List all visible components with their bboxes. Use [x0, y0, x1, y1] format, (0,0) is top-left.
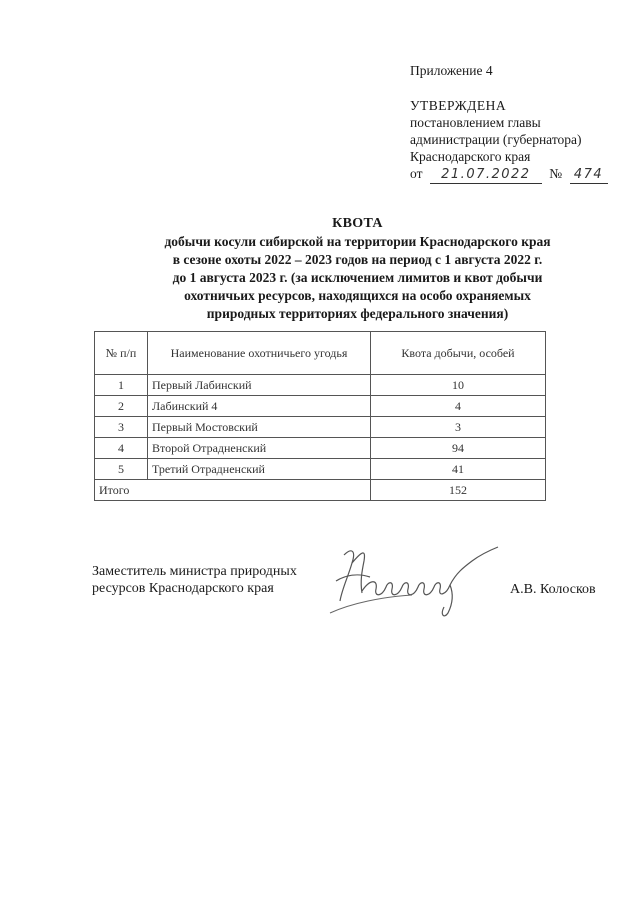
table-row	[95, 396, 546, 417]
approval-block	[410, 62, 630, 184]
position-line-1: Заместитель министра природных	[92, 564, 297, 579]
handwritten-number: 474	[570, 166, 608, 184]
table-total-row	[95, 480, 546, 501]
table-row	[95, 417, 546, 438]
table-header-row	[95, 332, 546, 375]
approval-date-line	[410, 165, 630, 184]
row-number: 5	[95, 459, 148, 480]
row-hunting-ground: Первый Мостовский	[148, 417, 371, 438]
row-number: 2	[95, 396, 148, 417]
position-line-2: ресурсов Краснодарского края	[92, 581, 274, 596]
row-quota: 94	[371, 438, 546, 459]
subtitle-line-3: до 1 августа 2023 г. (за исключением лимитов и квот добычи	[172, 270, 543, 285]
row-number: 1	[95, 375, 148, 396]
table-row	[95, 459, 546, 480]
row-hunting-ground: Лабинский 4	[148, 396, 371, 417]
quota-table	[94, 331, 546, 501]
header-hunting-ground: Наименование охотничьего угодья	[148, 332, 371, 375]
signer-name: А.В. Колосков	[510, 582, 596, 597]
table-row	[95, 375, 546, 396]
signatory-position	[92, 563, 352, 597]
subtitle-line-1: добычи косули сибирской на территории Краснодарского края	[164, 234, 551, 249]
approval-line-1: постановлением главы	[410, 115, 541, 130]
subtitle-line-2: в сезоне охоты 2022 – 2023 годов на период с 1 августа 2022 г.	[172, 252, 543, 267]
row-quota: 4	[371, 396, 546, 417]
subtitle-line-5: природных территориях федерального значения)	[206, 306, 509, 321]
approved-label: УТВЕРЖДЕНА	[410, 98, 507, 113]
row-number: 3	[95, 417, 148, 438]
header-quota: Квота добычи, особей	[371, 332, 546, 375]
approval-line-2: администрации (губернатора)	[410, 132, 582, 147]
document-title-block	[100, 215, 615, 323]
header-number: № п/п	[95, 332, 148, 375]
row-hunting-ground: Первый Лабинский	[148, 375, 371, 396]
row-quota: 41	[371, 459, 546, 480]
subtitle-line-4: охотничьих ресурсов, находящихся на особо охраняемых	[184, 288, 531, 303]
appendix-label: Приложение 4	[410, 63, 493, 78]
handwritten-signature-icon	[322, 541, 522, 621]
row-quota: 3	[371, 417, 546, 438]
table-row	[95, 438, 546, 459]
total-value: 152	[371, 480, 546, 501]
from-label: от	[410, 166, 423, 181]
row-hunting-ground: Второй Отрадненский	[148, 438, 371, 459]
row-quota: 10	[371, 375, 546, 396]
signature-block	[92, 563, 612, 643]
handwritten-date: 21.07.2022	[430, 166, 542, 184]
approval-line-3: Краснодарского края	[410, 149, 531, 164]
number-label: №	[549, 166, 563, 181]
total-label: Итого	[95, 480, 371, 501]
row-hunting-ground: Третий Отрадненский	[148, 459, 371, 480]
row-number: 4	[95, 438, 148, 459]
document-title: КВОТА	[332, 216, 383, 231]
